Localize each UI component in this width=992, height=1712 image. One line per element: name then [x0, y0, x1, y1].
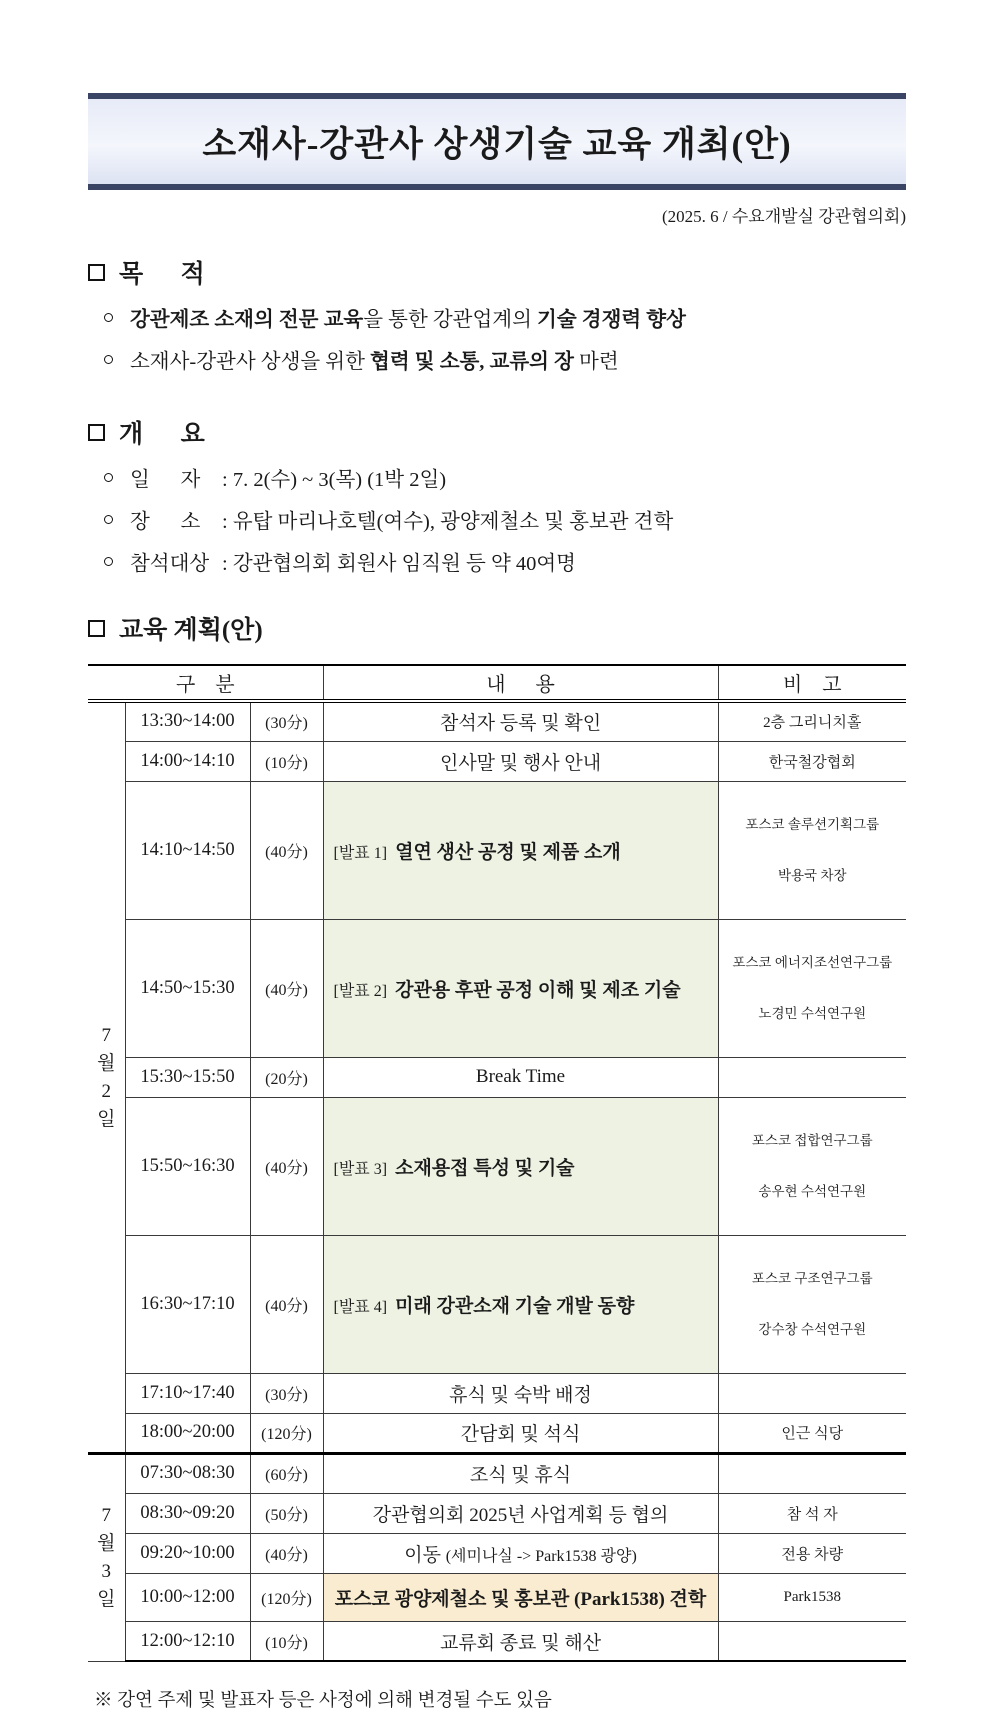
document-page [0, 93, 992, 1712]
title-banner [88, 93, 906, 190]
schedule-row [88, 1573, 906, 1621]
section-heading-label: 목 적 [119, 261, 205, 288]
time-cell: 08:30~09:20 [125, 1493, 250, 1533]
content-cell: 교류회 종료 및 해산 [323, 1621, 718, 1661]
purpose-text-bold: 협력 및 소통, 교류의 장 [370, 351, 574, 373]
note-cell: 한국철강협회 [718, 741, 906, 781]
note-cell: 전용 차량 [718, 1533, 906, 1573]
content-cell-presentation [323, 781, 718, 919]
presentation-title: 미래 강관소재 기술 개발 동향 [395, 1295, 635, 1317]
header-content: 내 용 [323, 665, 718, 701]
note-cell [718, 919, 906, 1057]
content-cell: 강관협의회 2025년 사업계획 등 협의 [323, 1493, 718, 1533]
day-rowspan-label [88, 701, 125, 1453]
note-cell: 2층 그리니치홀 [718, 701, 906, 741]
section-heading-purpose [88, 254, 906, 290]
schedule-row [88, 1057, 906, 1097]
section-heading-label: 교육 계획(안) [119, 617, 263, 644]
time-cell: 15:50~16:30 [125, 1097, 250, 1235]
note-cell [718, 781, 906, 919]
presentation-tag: [발표 2] [333, 982, 388, 1000]
content-cell: Break Time [323, 1057, 718, 1097]
square-bullet-icon [88, 424, 105, 441]
presentation-tag: [발표 4] [333, 1298, 388, 1316]
schedule-header-row [88, 665, 906, 701]
note-cell: 참 석 자 [718, 1493, 906, 1533]
day1-label: 7 월 2 일 [97, 1024, 116, 1130]
circle-bullet-icon [104, 355, 113, 364]
note-cell [718, 1373, 906, 1413]
content-main: 이동 [404, 1544, 441, 1566]
content-cell-presentation [323, 1235, 718, 1373]
header-category: 구 분 [88, 665, 323, 701]
schedule-row [88, 1533, 906, 1573]
duration-cell: (20分) [250, 1057, 323, 1097]
note-speaker: 노경민 수석연구원 [758, 1006, 867, 1022]
square-bullet-icon [88, 620, 105, 637]
content-cell-presentation [323, 919, 718, 1057]
content-cell: 휴식 및 숙박 배정 [323, 1373, 718, 1413]
note-cell [718, 1621, 906, 1661]
duration-cell: (120分) [250, 1573, 323, 1621]
content-cell: 간담회 및 석식 [323, 1413, 718, 1453]
note-speaker: 송우현 수석연구원 [758, 1184, 867, 1200]
schedule-row [88, 1413, 906, 1453]
schedule-row [88, 1373, 906, 1413]
duration-cell: (10分) [250, 1621, 323, 1661]
content-cell-presentation [323, 1097, 718, 1235]
day-rowspan-label [88, 1453, 125, 1661]
overview-label: 참석대상 [130, 553, 210, 575]
duration-cell: (40分) [250, 919, 323, 1057]
footnote: ※ 강연 주제 및 발표자 등은 사정에 의해 변경될 수도 있음 [94, 1691, 552, 1712]
purpose-item [104, 302, 906, 332]
duration-cell: (120分) [250, 1413, 323, 1453]
overview-item-date [104, 462, 906, 492]
time-cell: 14:10~14:50 [125, 781, 250, 919]
duration-cell: (30分) [250, 1373, 323, 1413]
content-cell [323, 1533, 718, 1573]
note-org: 포스코 솔루션기획그룹 [745, 816, 880, 832]
content-sub: (세미나실 -> Park1538 광양) [445, 1547, 637, 1565]
circle-bullet-icon [104, 557, 113, 566]
note-cell [718, 1057, 906, 1097]
section-heading-label: 개 요 [119, 421, 205, 448]
overview-label: 장 소 [130, 511, 201, 533]
overview-value: : 7. 2(수) ~ 3(목) (1박 2일) [222, 469, 447, 491]
time-cell: 18:00~20:00 [125, 1413, 250, 1453]
overview-item-place [104, 504, 906, 534]
schedule-row [88, 1453, 906, 1493]
schedule-row [88, 1621, 906, 1661]
purpose-text: 소재사-강관사 상생을 위한 [130, 351, 371, 373]
time-cell: 14:50~15:30 [125, 919, 250, 1057]
note-cell [718, 1097, 906, 1235]
time-cell: 09:20~10:00 [125, 1533, 250, 1573]
content-cell-tour: 포스코 광양제철소 및 홍보관 (Park1538) 견학 [323, 1573, 718, 1621]
time-cell: 17:10~17:40 [125, 1373, 250, 1413]
note-cell: 인근 식당 [718, 1413, 906, 1453]
time-cell: 07:30~08:30 [125, 1453, 250, 1493]
overview-value: : 강관협의회 회원사 임직원 등 약 40여명 [222, 553, 576, 575]
purpose-text: 을 통한 강관업계의 [363, 309, 538, 331]
duration-cell: (40分) [250, 1533, 323, 1573]
circle-bullet-icon [104, 515, 113, 524]
document-subtitle: (2025. 6 / 수요개발실 강관협의회) [661, 207, 906, 226]
page-title: 소재사-강관사 상생기술 교육 개최(안) [202, 124, 792, 164]
duration-cell: (60分) [250, 1453, 323, 1493]
note-org: 포스코 에너지조선연구그룹 [732, 954, 893, 970]
schedule-row [88, 919, 906, 1057]
purpose-item [104, 344, 906, 374]
time-cell: 10:00~12:00 [125, 1573, 250, 1621]
content-cell: 인사말 및 행사 안내 [323, 741, 718, 781]
note-org: 포스코 구조연구그룹 [751, 1270, 873, 1286]
time-cell: 14:00~14:10 [125, 741, 250, 781]
circle-bullet-icon [104, 313, 113, 322]
duration-cell: (40分) [250, 1097, 323, 1235]
schedule-row [88, 1235, 906, 1373]
purpose-text: 마련 [573, 351, 619, 373]
duration-cell: (40分) [250, 1235, 323, 1373]
purpose-text-bold: 기술 경쟁력 향상 [537, 309, 686, 331]
schedule-row [88, 1097, 906, 1235]
content-cell: 참석자 등록 및 확인 [323, 701, 718, 741]
presentation-tag: [발표 1] [333, 844, 388, 862]
time-cell: 12:00~12:10 [125, 1621, 250, 1661]
schedule-row [88, 781, 906, 919]
duration-cell: (30分) [250, 701, 323, 741]
schedule-row [88, 1493, 906, 1533]
duration-cell: (10分) [250, 741, 323, 781]
presentation-title: 열연 생산 공정 및 제품 소개 [395, 841, 621, 863]
time-cell: 16:30~17:10 [125, 1235, 250, 1373]
duration-cell: (50分) [250, 1493, 323, 1533]
note-speaker: 강수창 수석연구원 [758, 1322, 867, 1338]
duration-cell: (40分) [250, 781, 323, 919]
note-cell [718, 1453, 906, 1493]
note-org: 포스코 접합연구그룹 [751, 1132, 873, 1148]
presentation-title: 강관용 후판 공정 이해 및 제조 기술 [395, 979, 681, 1001]
header-note: 비 고 [718, 665, 906, 701]
time-cell: 15:30~15:50 [125, 1057, 250, 1097]
schedule-row [88, 741, 906, 781]
presentation-title: 소재용접 특성 및 기술 [395, 1157, 575, 1179]
schedule-table [88, 664, 906, 1662]
overview-label: 일 자 [130, 469, 201, 491]
circle-bullet-icon [104, 473, 113, 482]
presentation-tag: [발표 3] [333, 1160, 388, 1178]
time-cell: 13:30~14:00 [125, 701, 250, 741]
section-heading-overview [88, 414, 906, 450]
overview-value: : 유탑 마리나호텔(여수), 광양제철소 및 홍보관 견학 [222, 511, 674, 533]
schedule-row [88, 701, 906, 741]
content-cell: 조식 및 휴식 [323, 1453, 718, 1493]
note-cell: Park1538 [718, 1573, 906, 1621]
square-bullet-icon [88, 264, 105, 281]
overview-item-attendees [104, 546, 906, 576]
section-heading-plan [88, 610, 906, 646]
note-cell [718, 1235, 906, 1373]
day2-label: 7 월 3 일 [97, 1505, 116, 1611]
purpose-text-bold: 강관제조 소재의 전문 교육 [130, 309, 364, 331]
note-speaker: 박용국 차장 [777, 868, 847, 884]
